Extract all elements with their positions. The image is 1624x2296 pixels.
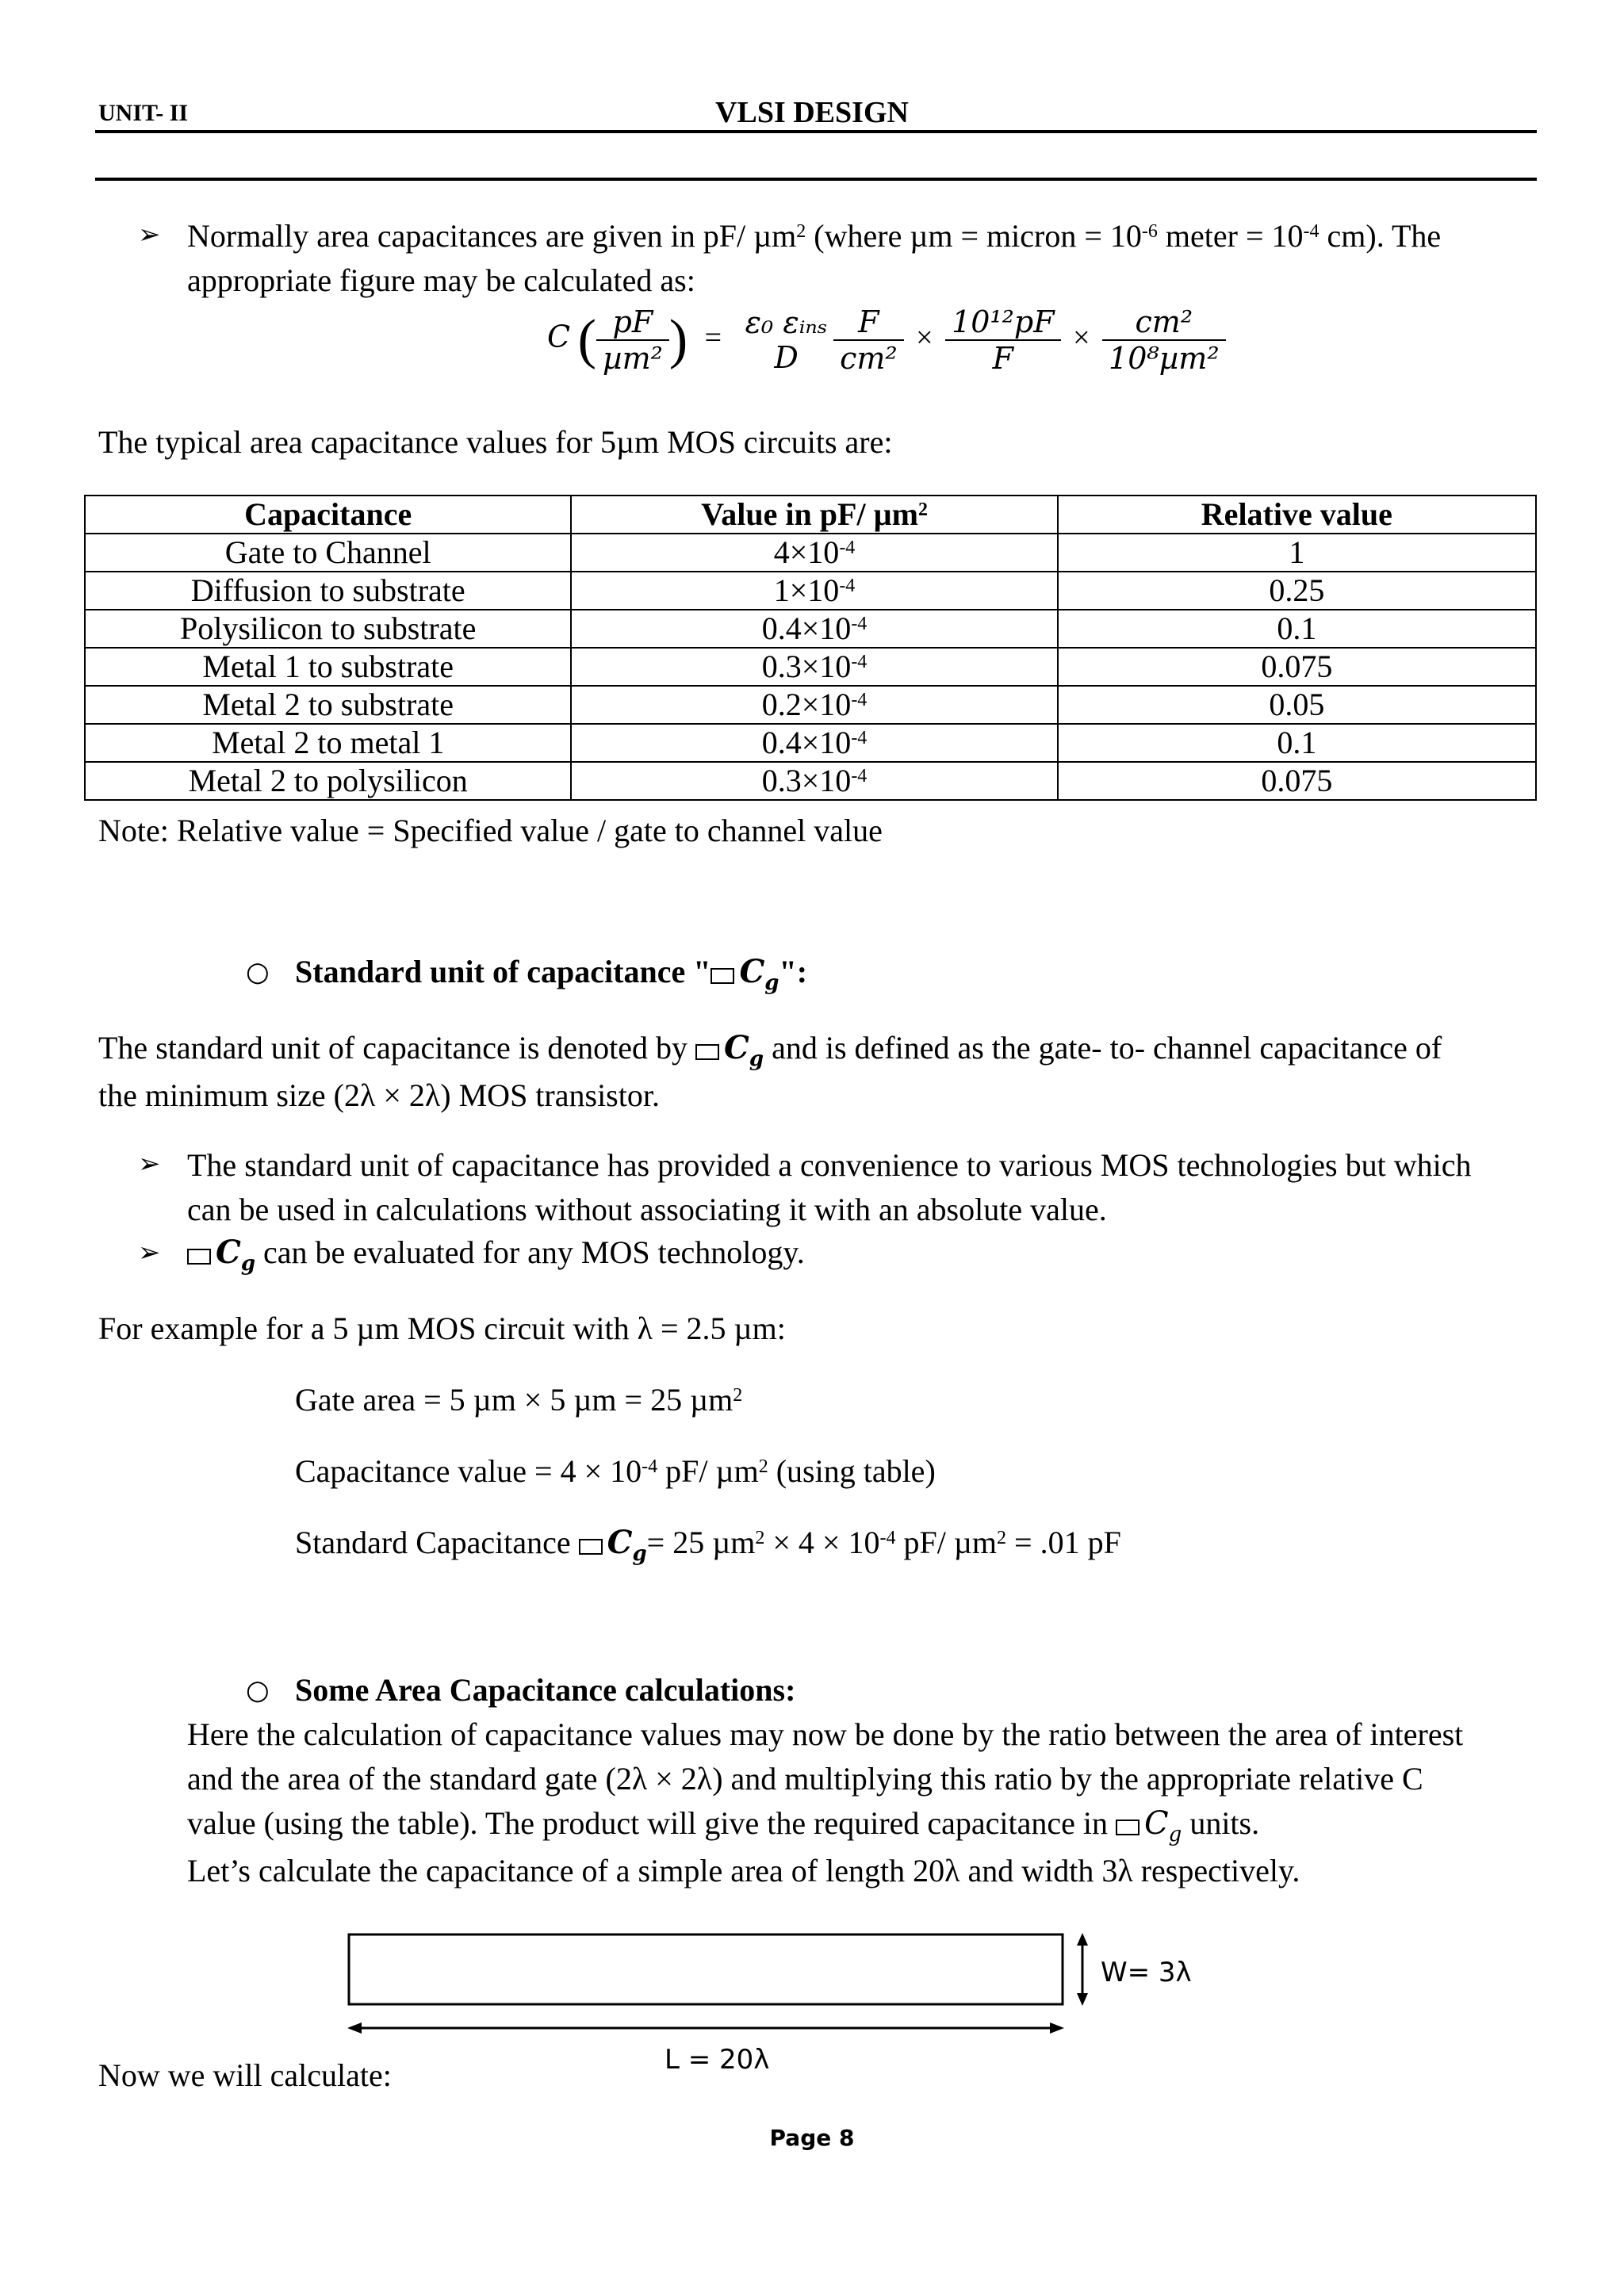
- length-arrow-head-left: [347, 2022, 362, 2034]
- heading-text: Standard unit of capacitance ": [295, 954, 711, 989]
- arrow-bullet-icon: ➢: [138, 219, 161, 251]
- times-sign: ×: [916, 320, 933, 354]
- text-segment: Gate area = 5 µm × 5 µm = 25 µm: [295, 1382, 733, 1418]
- cell-relative: 0.075: [1058, 762, 1536, 800]
- width-arrow-head-bottom: [1077, 1993, 1088, 2006]
- table-row: [85, 686, 1536, 724]
- value-text: 1×10: [773, 572, 840, 608]
- superscript: -4: [839, 576, 856, 596]
- header-value-text: Value in pF/ µm: [701, 496, 918, 532]
- text-segment: × 4 × 10: [764, 1525, 880, 1560]
- cell-name: Metal 2 to substrate: [85, 686, 571, 724]
- cell-value: [571, 762, 1057, 800]
- cell-name: Diffusion to substrate: [85, 572, 571, 610]
- bullet-area-cap-line1: [187, 214, 1535, 258]
- formula-symbol: C: [547, 319, 571, 354]
- header-capacitance: Capacitance: [85, 496, 571, 534]
- subscript: g: [632, 1542, 647, 1566]
- value-text: 0.4×10: [761, 610, 852, 646]
- text-segment: (where µm = micron = 10: [806, 218, 1142, 254]
- superscript: -4: [1303, 221, 1320, 242]
- standard-capacitance-line: [295, 1521, 1121, 1576]
- table-intro-text: The typical area capacitance values for 5µm MOS circuits are:: [98, 424, 893, 460]
- cell-name: Metal 1 to substrate: [85, 648, 571, 686]
- definition-line2: the minimum size (2λ × 2λ) MOS transistor.: [98, 1077, 660, 1113]
- times-sign: ×: [1073, 320, 1090, 354]
- denominator: D: [774, 340, 799, 375]
- fraction-f-cm2: [833, 304, 904, 376]
- denominator: 10⁸µm²: [1109, 341, 1220, 376]
- denominator: µm²: [602, 341, 663, 376]
- value-text: 4×10: [773, 534, 840, 570]
- cell-name: Gate to Channel: [85, 534, 571, 572]
- table-row: [85, 762, 1536, 800]
- text-segment: pF/ µm: [657, 1453, 759, 1489]
- table-row: [85, 610, 1536, 648]
- paren-left: (: [577, 309, 596, 370]
- bullet-standard-unit-line2: can be used in calculations without associating it with an absolute value.: [187, 1192, 1107, 1227]
- superscript: 2: [755, 1528, 765, 1548]
- square-symbol-icon: [710, 968, 734, 984]
- square-symbol-icon: [695, 1044, 719, 1060]
- cell-relative: 0.05: [1058, 686, 1536, 724]
- cell-relative: 0.1: [1058, 724, 1536, 762]
- subscript: g: [1168, 1823, 1182, 1846]
- text-segment: Capacitance value = 4 × 10: [295, 1453, 642, 1489]
- cell-value: [571, 686, 1057, 724]
- square-symbol-icon: [579, 1539, 603, 1555]
- superscript: 2: [997, 1528, 1007, 1548]
- header-rule-bottom: [95, 178, 1537, 181]
- header-relative: Relative value: [1058, 496, 1536, 534]
- cell-relative: 0.1: [1058, 610, 1536, 648]
- cell-value: [571, 610, 1057, 648]
- cg-symbol: C: [216, 1234, 241, 1271]
- superscript: -4: [839, 538, 856, 558]
- text-segment: Normally area capacitances are given in pF/ µm: [187, 218, 797, 254]
- closing-text: Now we will calculate:: [98, 2057, 392, 2093]
- unit-label: UNIT- II: [98, 100, 189, 126]
- text-segment: cm). The: [1319, 218, 1442, 254]
- superscript: -4: [851, 690, 868, 710]
- area-calc-para-line2: and the area of the standard gate (2λ × 2λ) and multiplying this ratio by the appropriate relative C: [187, 1761, 1423, 1797]
- section-standard-unit-heading: [295, 950, 807, 1005]
- cell-relative: 1: [1058, 534, 1536, 572]
- table-row: [85, 534, 1536, 572]
- superscript: -4: [851, 728, 868, 748]
- value-text: 0.4×10: [761, 725, 852, 760]
- page-number: Page 8: [769, 2125, 855, 2151]
- cell-relative: 0.25: [1058, 572, 1536, 610]
- heading-text: ":: [779, 954, 808, 989]
- width-arrow-head-top: [1077, 1933, 1088, 1946]
- denominator: F: [992, 341, 1013, 376]
- length-label: L = 20λ: [665, 2044, 770, 2076]
- table-row: [85, 572, 1536, 610]
- square-symbol-icon: [187, 1249, 211, 1265]
- cell-value: [571, 724, 1057, 762]
- cell-value: [571, 534, 1057, 572]
- superscript: -4: [879, 1528, 896, 1548]
- superscript: -4: [642, 1456, 658, 1477]
- fraction-eps-d: [739, 305, 834, 375]
- text-segment: value (using the table). The product will give the required capacitance in: [187, 1805, 1116, 1841]
- numerator: cm²: [1102, 304, 1226, 341]
- bullet-standard-unit-line1: The standard unit of capacitance has provided a convenience to various MOS technologies but which: [187, 1147, 1472, 1183]
- cell-name: Metal 2 to polysilicon: [85, 762, 571, 800]
- numerator: 10¹²pF: [945, 304, 1061, 341]
- numerator: ε₀ εᵢₙₛ: [745, 305, 828, 340]
- superscript: 2: [733, 1385, 743, 1406]
- text-segment: = .01 pF: [1006, 1525, 1121, 1560]
- bullet-cg-evaluated: [187, 1230, 805, 1286]
- width-label: W= 3λ: [1101, 1957, 1192, 1988]
- cell-name: Metal 2 to metal 1: [85, 724, 571, 762]
- example-text: For example for a 5 µm MOS circuit with λ = 2.5 µm:: [98, 1311, 786, 1346]
- capacitance-value-line: [295, 1449, 936, 1494]
- superscript: -4: [851, 652, 868, 672]
- text-segment: The standard unit of capacitance is denoted by: [98, 1030, 696, 1066]
- text-segment: = 25 µm: [646, 1525, 756, 1560]
- value-text: 0.3×10: [761, 763, 852, 798]
- superscript: -6: [1141, 221, 1158, 242]
- superscript: -4: [851, 766, 868, 786]
- cg-symbol: C: [724, 1029, 749, 1066]
- value-text: 0.2×10: [761, 687, 852, 722]
- arrow-bullet-icon: ➢: [138, 1148, 161, 1180]
- text-segment: and is defined as the gate- to- channel capacitance of: [764, 1030, 1442, 1066]
- area-calc-para-line1: Here the calculation of capacitance values may now be done by the ratio between the area of interest: [187, 1716, 1464, 1752]
- cell-value: [571, 648, 1057, 686]
- table-row: [85, 724, 1536, 762]
- subscript: g: [764, 971, 779, 995]
- circle-bullet-icon: ○: [246, 1674, 270, 1706]
- paren-right: ): [668, 309, 688, 370]
- circle-bullet-icon: ○: [246, 956, 270, 988]
- superscript: 2: [758, 1456, 768, 1477]
- table-header-row: [85, 496, 1536, 534]
- page-header-title: VLSI DESIGN: [715, 96, 909, 129]
- text-segment: units.: [1182, 1805, 1260, 1841]
- text-segment: can be evaluated for any MOS technology.: [255, 1234, 805, 1270]
- area-calc-para-line4: Let’s calculate the capacitance of a simple area of length 20λ and width 3λ respectively.: [187, 1853, 1300, 1888]
- cg-symbol: C: [607, 1524, 633, 1561]
- superscript: 2: [796, 221, 806, 242]
- numerator: pF: [596, 304, 669, 341]
- fraction-pf-f: [945, 304, 1061, 376]
- text-segment: meter = 10: [1157, 218, 1304, 254]
- text-segment: (using table): [768, 1453, 936, 1489]
- cell-value: [571, 572, 1057, 610]
- length-arrow-head-right: [1050, 2022, 1064, 2034]
- square-symbol-icon: [1116, 1820, 1139, 1835]
- table-row: [85, 648, 1536, 686]
- cg-symbol: C: [739, 953, 765, 990]
- equals-sign: =: [704, 320, 722, 354]
- gate-area-line: [295, 1378, 742, 1422]
- text-segment: Standard Capacitance: [295, 1525, 579, 1560]
- subscript: g: [240, 1252, 256, 1276]
- cg-symbol: C: [1144, 1805, 1169, 1842]
- area-rectangle: [349, 1934, 1063, 2004]
- table-note: Note: Relative value = Specified value / gate to channel value: [98, 813, 883, 848]
- fraction-cm2-um2: [1102, 304, 1226, 376]
- section-area-calc-heading: Some Area Capacitance calculations:: [295, 1672, 796, 1708]
- arrow-bullet-icon: ➢: [138, 1237, 161, 1269]
- value-text: 0.3×10: [761, 649, 852, 684]
- text-segment: pF/ µm: [895, 1525, 998, 1560]
- denominator: cm²: [840, 341, 898, 376]
- area-capacitance-formula: [547, 304, 1226, 376]
- fraction-units: [596, 304, 669, 376]
- superscript: -4: [851, 614, 868, 634]
- bullet-area-cap-line2: appropriate figure may be calculated as:: [187, 262, 695, 298]
- header-value: [571, 496, 1057, 534]
- subscript: g: [749, 1047, 764, 1071]
- superscript: 2: [917, 499, 928, 520]
- cell-name: Polysilicon to substrate: [85, 610, 571, 648]
- cell-relative: 0.075: [1058, 648, 1536, 686]
- numerator: F: [833, 304, 904, 341]
- header-rule-top: [95, 130, 1537, 133]
- capacitance-table: [84, 495, 1537, 801]
